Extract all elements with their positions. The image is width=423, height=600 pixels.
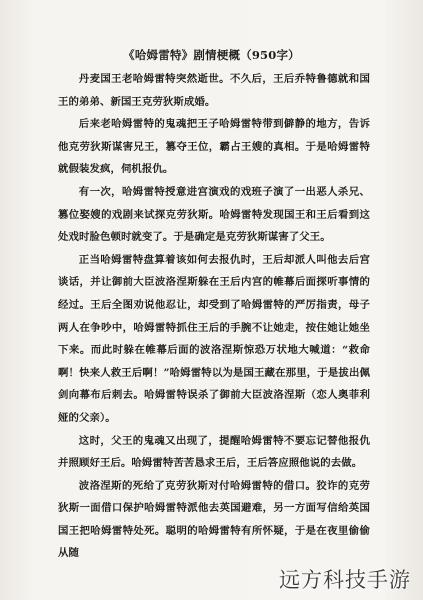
paragraph-6: 波洛涅斯的死给了克劳狄斯对付哈姆雷特的借口。狡诈的克劳狄斯一面借口保护哈姆雷特派他去英国避难，另一方面写信给英国国王把哈姆雷特处死。聪明的哈姆雷特有所怀疑，于是在夜里偷偷从随 bbox=[58, 479, 370, 560]
watermark-text: 远方科技手游 bbox=[279, 568, 411, 592]
paragraph-4: 正当哈姆雷特盘算着该如何去报仇时，王后却派人叫他去后宫谈话，并让御前大臣波洛涅斯躲在王后内宫的帷幕后面探听事情的经过。王后全图劝说他忍让，却受到了哈姆雷特的严厉指责，母子两人在争吵中，哈姆雷特抓住王后的手腕不让她走，按住她让她坐下来。而此时躲在帷幕后面的波洛涅斯惊恐万状地大喊道：“救命啊！快来人救王后啊！”哈姆雷特以为是国王藏在那里，于是拔出佩剑向幕布后刺去。哈姆雷特误杀了御前大臣波洛涅斯（恋人奥菲利娅的父亲）。 bbox=[58, 253, 370, 424]
document-title: 《哈姆雷特》剧情梗概（950字） bbox=[123, 48, 300, 62]
paragraph-5: 这时，父王的鬼魂又出现了，提醒哈姆雷特不要忘记替他报仇并照顾好王后。哈姆雷特苦苦恳求王后，王后答应照他说的去做。 bbox=[58, 434, 370, 470]
paragraph-3: 有一次，哈姆雷特授意进宫演戏的戏班子演了一出恶人杀兄、篡位娶嫂的戏剧来试探克劳狄斯。哈姆雷特发现国王和王后看到这处戏时脸色顿时就变了。于是确定是克劳狄斯谋害了父王。 bbox=[58, 185, 370, 244]
document-body bbox=[58, 68, 370, 565]
paragraph-2: 后来老哈姆雷特的鬼魂把王子哈姆雷特带到僻静的地方，告诉他克劳狄斯谋害兄王，篡夺王位，霸占王嫂的真相。于是哈姆雷特就假装发疯，伺机报仇。 bbox=[58, 118, 370, 176]
paragraph-1: 丹麦国王老哈姆雷特突然逝世。不久后，王后乔特鲁德就和国王的弟弟、新国王克劳狄斯成婚。 bbox=[58, 73, 370, 108]
